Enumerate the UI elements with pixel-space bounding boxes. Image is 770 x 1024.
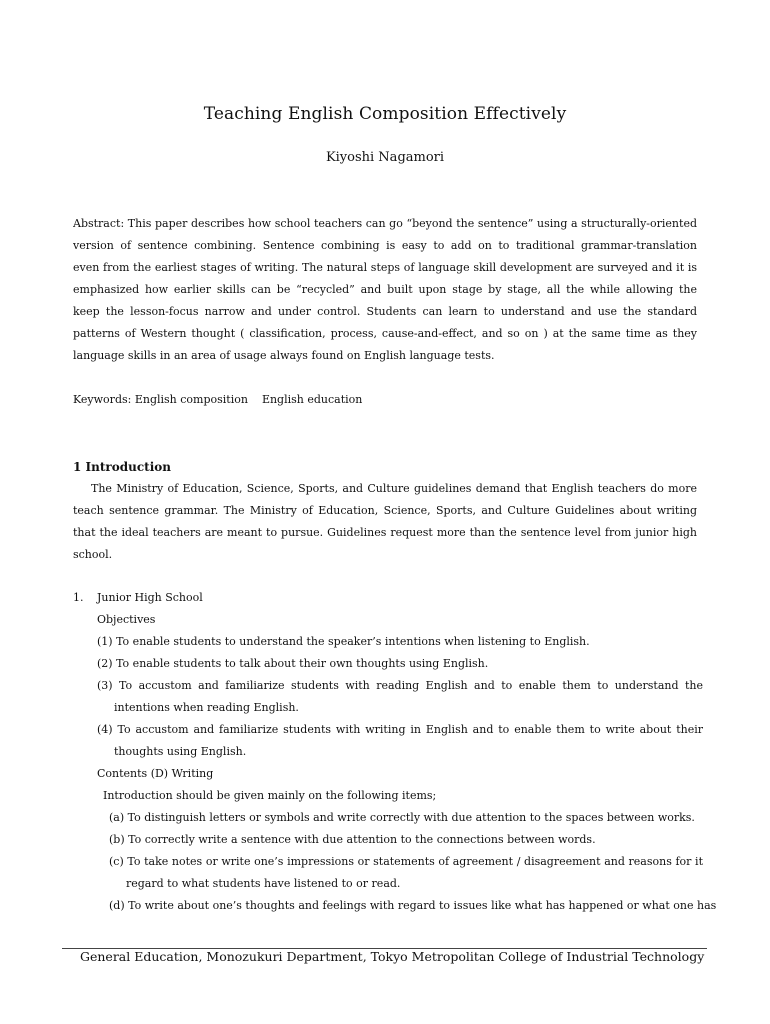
objectives-label: Objectives [97,613,156,626]
list-item-heading [73,587,703,609]
footer-affiliation: General Education, Monozukuri Department, Tokyo Metropolitan College of Industrial Technology [80,949,705,964]
writing-item-continued: regard to what students have listened to or read. [126,877,401,890]
abstract-line: language skills in an area of usage always found on English language tests. [73,349,495,362]
abstract-line: keep the lesson-focus narrow and under control. Students can learn to understand and use the standard [73,305,697,318]
paper-title: Teaching English Composition Effectively [203,104,567,124]
list-heading: Junior High School [97,591,203,604]
objective-item: (3) To accustom and familiarize students with reading English and to enable them to understand the [97,679,703,692]
objective-item: (4) To accustom and familiarize students with writing in English and to enable them to write about their [97,723,703,736]
section-heading: 1 Introduction [73,460,171,474]
abstract [73,213,697,367]
intro-line: The Ministry of Education, Science, Sports, and Culture guidelines demand that English teachers do more [91,482,697,495]
items-intro: Introduction should be given mainly on the following items; [103,789,437,802]
contents-label: Contents (D) Writing [97,767,214,780]
intro-line: teach sentence grammar. The Ministry of Education, Science, Sports, and Culture Guidelines about writing [73,504,697,517]
writing-item: (a) To distinguish letters or symbols and write correctly with due attention to the spaces between works. [109,811,695,824]
intro-paragraph [73,478,697,566]
objective-item-continued: intentions when reading English. [114,701,299,714]
keywords [73,389,362,411]
intro-line: school. [73,548,113,561]
intro-line: that the ideal teachers are meant to pursue. Guidelines request more than the sentence level from junior high [73,526,697,539]
objective-item-continued: thoughts using English. [114,745,247,758]
guidelines-list [73,587,717,917]
objective-item: (2) To enable students to talk about their own thoughts using English. [97,657,489,670]
abstract-line: version of sentence combining. Sentence combining is easy to add on to traditional grammar-translation [73,239,697,252]
paper-author: Kiyoshi Nagamori [325,150,445,165]
abstract-line: patterns of Western thought ( classification, process, cause-and-effect, and so on ) at the same time as they [73,327,697,340]
objective-item: (1) To enable students to understand the speaker’s intentions when listening to English. [97,635,590,648]
list-number: 1. [73,591,84,604]
abstract-line: Abstract: This paper describes how school teachers can go “beyond the sentence” using a structurally-oriented [73,217,697,230]
writing-item: (d) To write about one’s thoughts and feelings with regard to issues like what has happened or what one has [109,899,717,912]
writing-item: (b) To correctly write a sentence with due attention to the connections between words. [109,833,596,846]
writing-item: (c) To take notes or write one’s impressions or statements of agreement / disagreement and reasons for it [109,855,703,868]
keywords-label: Keywords: English composition [73,393,248,406]
abstract-line: even from the earliest stages of writing. The natural steps of language skill development are surveyed and it is [73,261,697,274]
abstract-line: emphasized how earlier skills can be “recycled” and built upon stage by stage, all the while allowing the [73,283,697,296]
keyword-item: English education [261,393,363,406]
